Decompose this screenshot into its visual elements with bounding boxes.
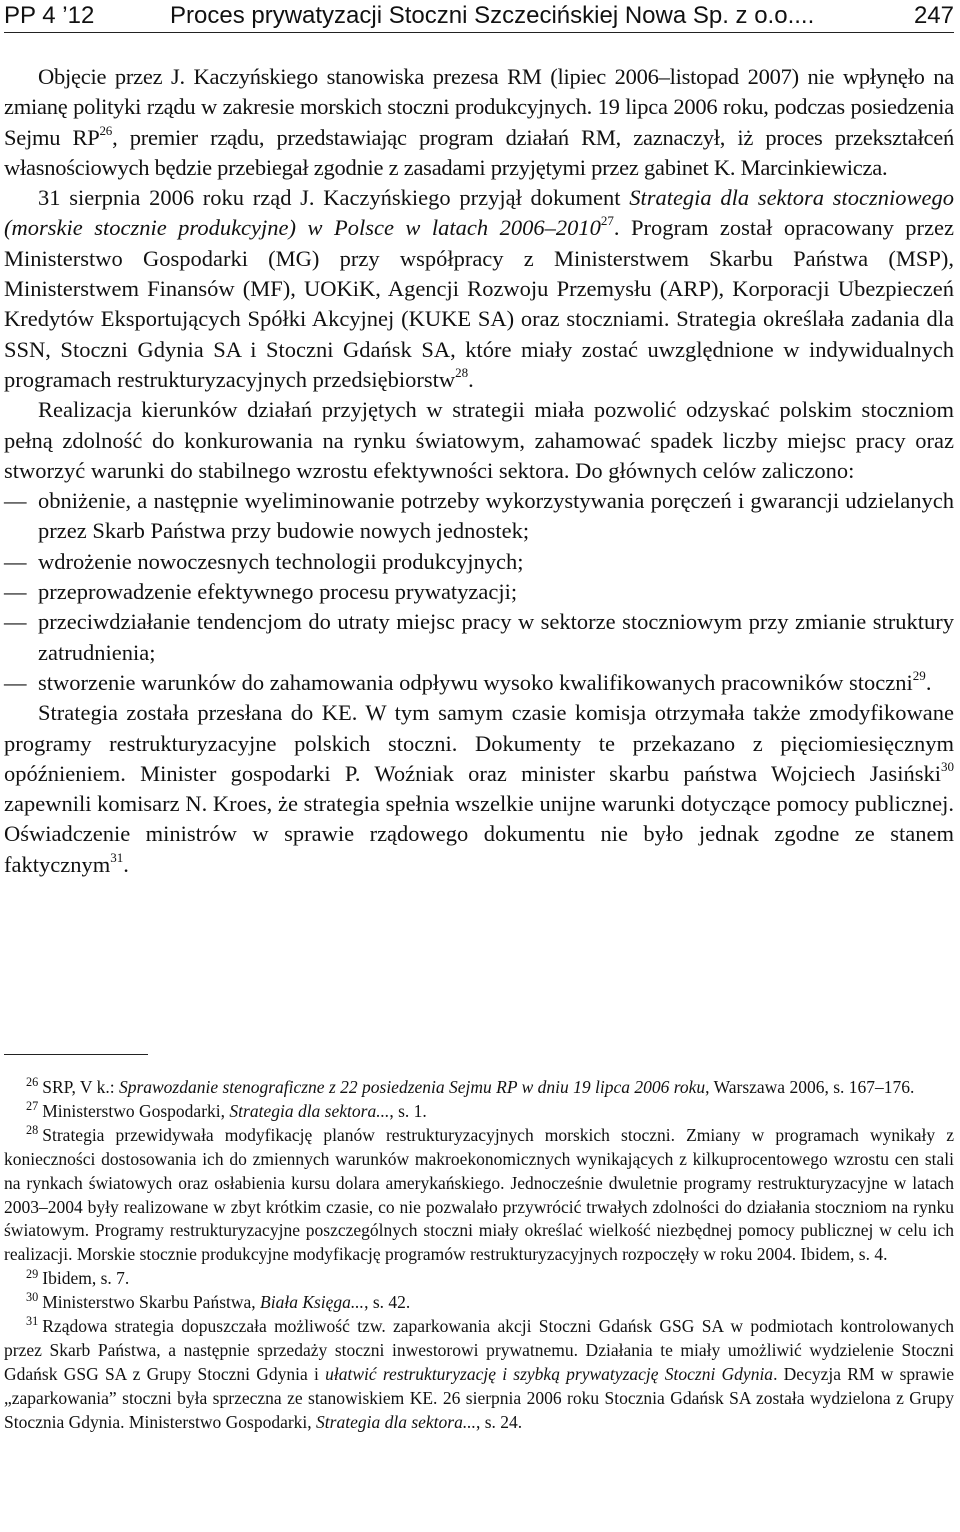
list-item: — wdrożenie nowoczesnych technologii produkcyjnych; xyxy=(4,547,954,577)
goals-list xyxy=(4,486,954,698)
text-run: . xyxy=(468,366,474,392)
text-run: 31 sierpnia 2006 roku rząd J. Kaczyńskiego przyjął dokument xyxy=(38,185,630,211)
paragraph-3: Realizacja kierunków działań przyjętych w strategii miała pozwolić odzyskać polskim stoczniom pełną zdolność do konkurowania na rynku światowym, zahamować spadek liczby miejsc pracy oraz stworzyć warunki do stabilnego wzrostu efektywności sektora. Do głównych celów zaliczono: xyxy=(4,397,954,483)
list-item: — przeciwdziałanie tendencjom do utraty miejsc pracy w sektorze stoczniowym przy zmianie struktury zatrudnienia; xyxy=(4,607,954,668)
text-run: SRP, V k.: xyxy=(42,1077,119,1097)
list-item xyxy=(4,668,954,698)
text-run: , s. 24. xyxy=(475,1411,523,1432)
text-run: zapewnili komisarz N. Kroes, że strategia spełnia wszelkie unijne warunki dotyczące pomocy publicznej. Oświadczenie ministrów w sprawie rządowego dokumentu nie było jednak zgodne ze stanem faktycznym xyxy=(4,791,954,877)
text-run: , s. 1. xyxy=(389,1100,427,1121)
document-title: Strategia dla sektora stoczniowego (morskie stocznie produkcyjne) w Polsce w latach 2006–2010 xyxy=(4,185,954,241)
footnote-number: 27 xyxy=(26,1099,39,1114)
footnote-30 xyxy=(4,1291,954,1315)
cited-title: Sprawozdanie stenograficzne z 22 posiedzenia Sejmu RP w dniu 19 lipca 2006 roku xyxy=(118,1077,706,1097)
footnote-number: 29 xyxy=(26,1266,39,1281)
text-run: , Warszawa 2006, s. 167–176. xyxy=(705,1077,915,1097)
footnote-31 xyxy=(4,1315,954,1435)
footnote-ref-29[interactable]: 29 xyxy=(912,668,926,684)
running-title: Proces prywatyzacji Stoczni Szczecińskiej Nowa Sp. z o.o.... xyxy=(170,2,815,29)
footnote-number: 26 xyxy=(26,1075,39,1090)
page-number: 247 xyxy=(913,2,954,29)
footnote-ref-30[interactable]: 30 xyxy=(940,759,954,775)
text-run: Ministerstwo Gospodarki, xyxy=(42,1100,230,1121)
cited-title: Biała Księga... xyxy=(260,1292,365,1313)
text-run: . Decyzja RM w sprawie „zaparkowania” stoczni była sprzeczna ze stanowiskiem KE. 26 sierpnia 2006 roku Stocznia Gdańsk SA została wydzielona z Grupy Stocznia Gdynia. Ministerstwo Gospodarki, xyxy=(4,1363,954,1432)
footnote-29 xyxy=(4,1267,954,1291)
footnote-number: 30 xyxy=(26,1290,39,1305)
footnote-ref-27[interactable]: 27 xyxy=(600,213,614,229)
footnote-ref-28[interactable]: 28 xyxy=(455,365,469,381)
text-run: , s. 42. xyxy=(364,1292,411,1313)
text-run: Strategia przewidywała modyfikację planów restrukturyzacyjnych morskich stoczni. Zmiany w programach wynikały z konieczności dostosowania ich do zmiennych warunków makroekonomicznych wynikających z kilkuprocentowego wzrostu cen stali na rynkach światowych oraz osłabienia kursu dolara amerykańskiego. Jednocześnie dwuletnie programy restrukturyzacyjne w latach 2003–2004 były realizowane w zbyt krótkim czasie, co nie pozwalało przywrócić trwałych zdolności do działania stoczniom na rynku światowym. Programy restrukturyzacyjne poszczególnych stoczni miały określać wielkość niezbędnej pomocy publicznej w celu ich realizacji. Morskie stocznie produkcyjne modyfikację programów restrukturyzacyjnych rozpoczęły w roku 2004. Ibidem, s. 4. xyxy=(4,1124,954,1265)
main-text xyxy=(4,62,954,880)
cited-title: Strategia dla sektora... xyxy=(316,1411,476,1432)
list-item: — obniżenie, a następnie wyeliminowanie potrzeby wykorzystywania poręczeń i gwarancji udzielanych przez Skarb Państwa przy budowie nowych jednostek; xyxy=(4,486,954,547)
footnote-number: 28 xyxy=(26,1123,39,1138)
text-run: . xyxy=(925,669,932,695)
text-run: . xyxy=(123,851,129,877)
list-item: — przeprowadzenie efektywnego procesu prywatyzacji; xyxy=(4,577,954,607)
paragraph-1 xyxy=(4,62,954,183)
footnote-ref-31[interactable]: 31 xyxy=(110,849,124,865)
text-run: Strategia została przesłana do KE. W tym samym czasie komisja otrzymała także zmodyfikowane programy restrukturyzacyjne polskich stoczni. Dokumenty te przekazano z pięciomiesięcznym opóźnieniem. Minister gospodarki P. Woźniak oraz minister skarbu państwa Wojciech Jasiński xyxy=(4,700,954,786)
paragraph-2 xyxy=(4,183,954,395)
text-run: Ministerstwo Skarbu Państwa, xyxy=(42,1292,261,1313)
cited-title: ułatwić restrukturyzację i szybką prywatyzację Stoczni Gdynia xyxy=(325,1363,774,1384)
text-run: Objęcie przez J. Kaczyńskiego stanowiska prezesa RM (lipiec 2006–listopad 2007) nie wpłynęło na zmianę polityki rządu w zakresie morskich stoczni produkcyjnych. 19 lipca 2006 roku, podczas posiedzenia Sejmu RP xyxy=(4,64,954,150)
paragraph-4 xyxy=(4,698,954,880)
footnote-separator xyxy=(4,1054,148,1055)
footnote-number: 31 xyxy=(26,1314,39,1329)
text-run: stworzenie warunków do zahamowania odpływu wysoko kwalifikowanych pracowników stoczni xyxy=(38,669,913,695)
text-run: , premier rządu, przedstawiając program działań RM, zaznaczył, iż proces przekształceń własnościowych będzie przebiegał zgodnie z zasadami przyjętymi przez gabinet K. Marcinkiewicza. xyxy=(4,124,954,180)
text-run: . Program został opracowany przez Ministerstwo Gospodarki (MG) przy współpracy z Ministerstwem Skarbu Państwa (MSP), Ministerstwem Finansów (MF), UOKiK, Agencji Rozwoju Przemysłu (ARP), Korporacji Ubezpieczeń Kredytów Eksportujących Spółki Akcyjnej (KUKE SA) oraz stoczniami. Strategia określała zadania dla SSN, Stoczni Gdynia SA i Stoczni Gdańsk SA, które miały zostać uwzględnione w indywidualnych programach restrukturyzacyjnych przedsiębiorstw xyxy=(4,215,954,392)
footnote-28 xyxy=(4,1124,954,1267)
footnote-26 xyxy=(4,1076,954,1100)
cited-title: Strategia dla sektora... xyxy=(229,1100,390,1121)
running-header xyxy=(4,2,954,33)
text-run: Rządowa strategia dopuszczała możliwość tzw. zaparkowania akcji Stoczni Gdańsk GSG SA w podmiotach kontrolowanych przez Skarb Państwa, a następnie sprzedaży stoczni inwestorowi prywatnemu. Działania te miały umożliwić wydzielenie Stoczni Gdańsk GSG SA z Grupy Stoczni Gdynia i xyxy=(4,1316,954,1384)
journal-issue: PP 4 ’12 xyxy=(4,2,95,29)
footnotes xyxy=(4,1076,954,1435)
footnote-27 xyxy=(4,1100,954,1124)
text-run: Ibidem, s. 7. xyxy=(42,1268,130,1289)
footnote-ref-26[interactable]: 26 xyxy=(99,122,113,138)
